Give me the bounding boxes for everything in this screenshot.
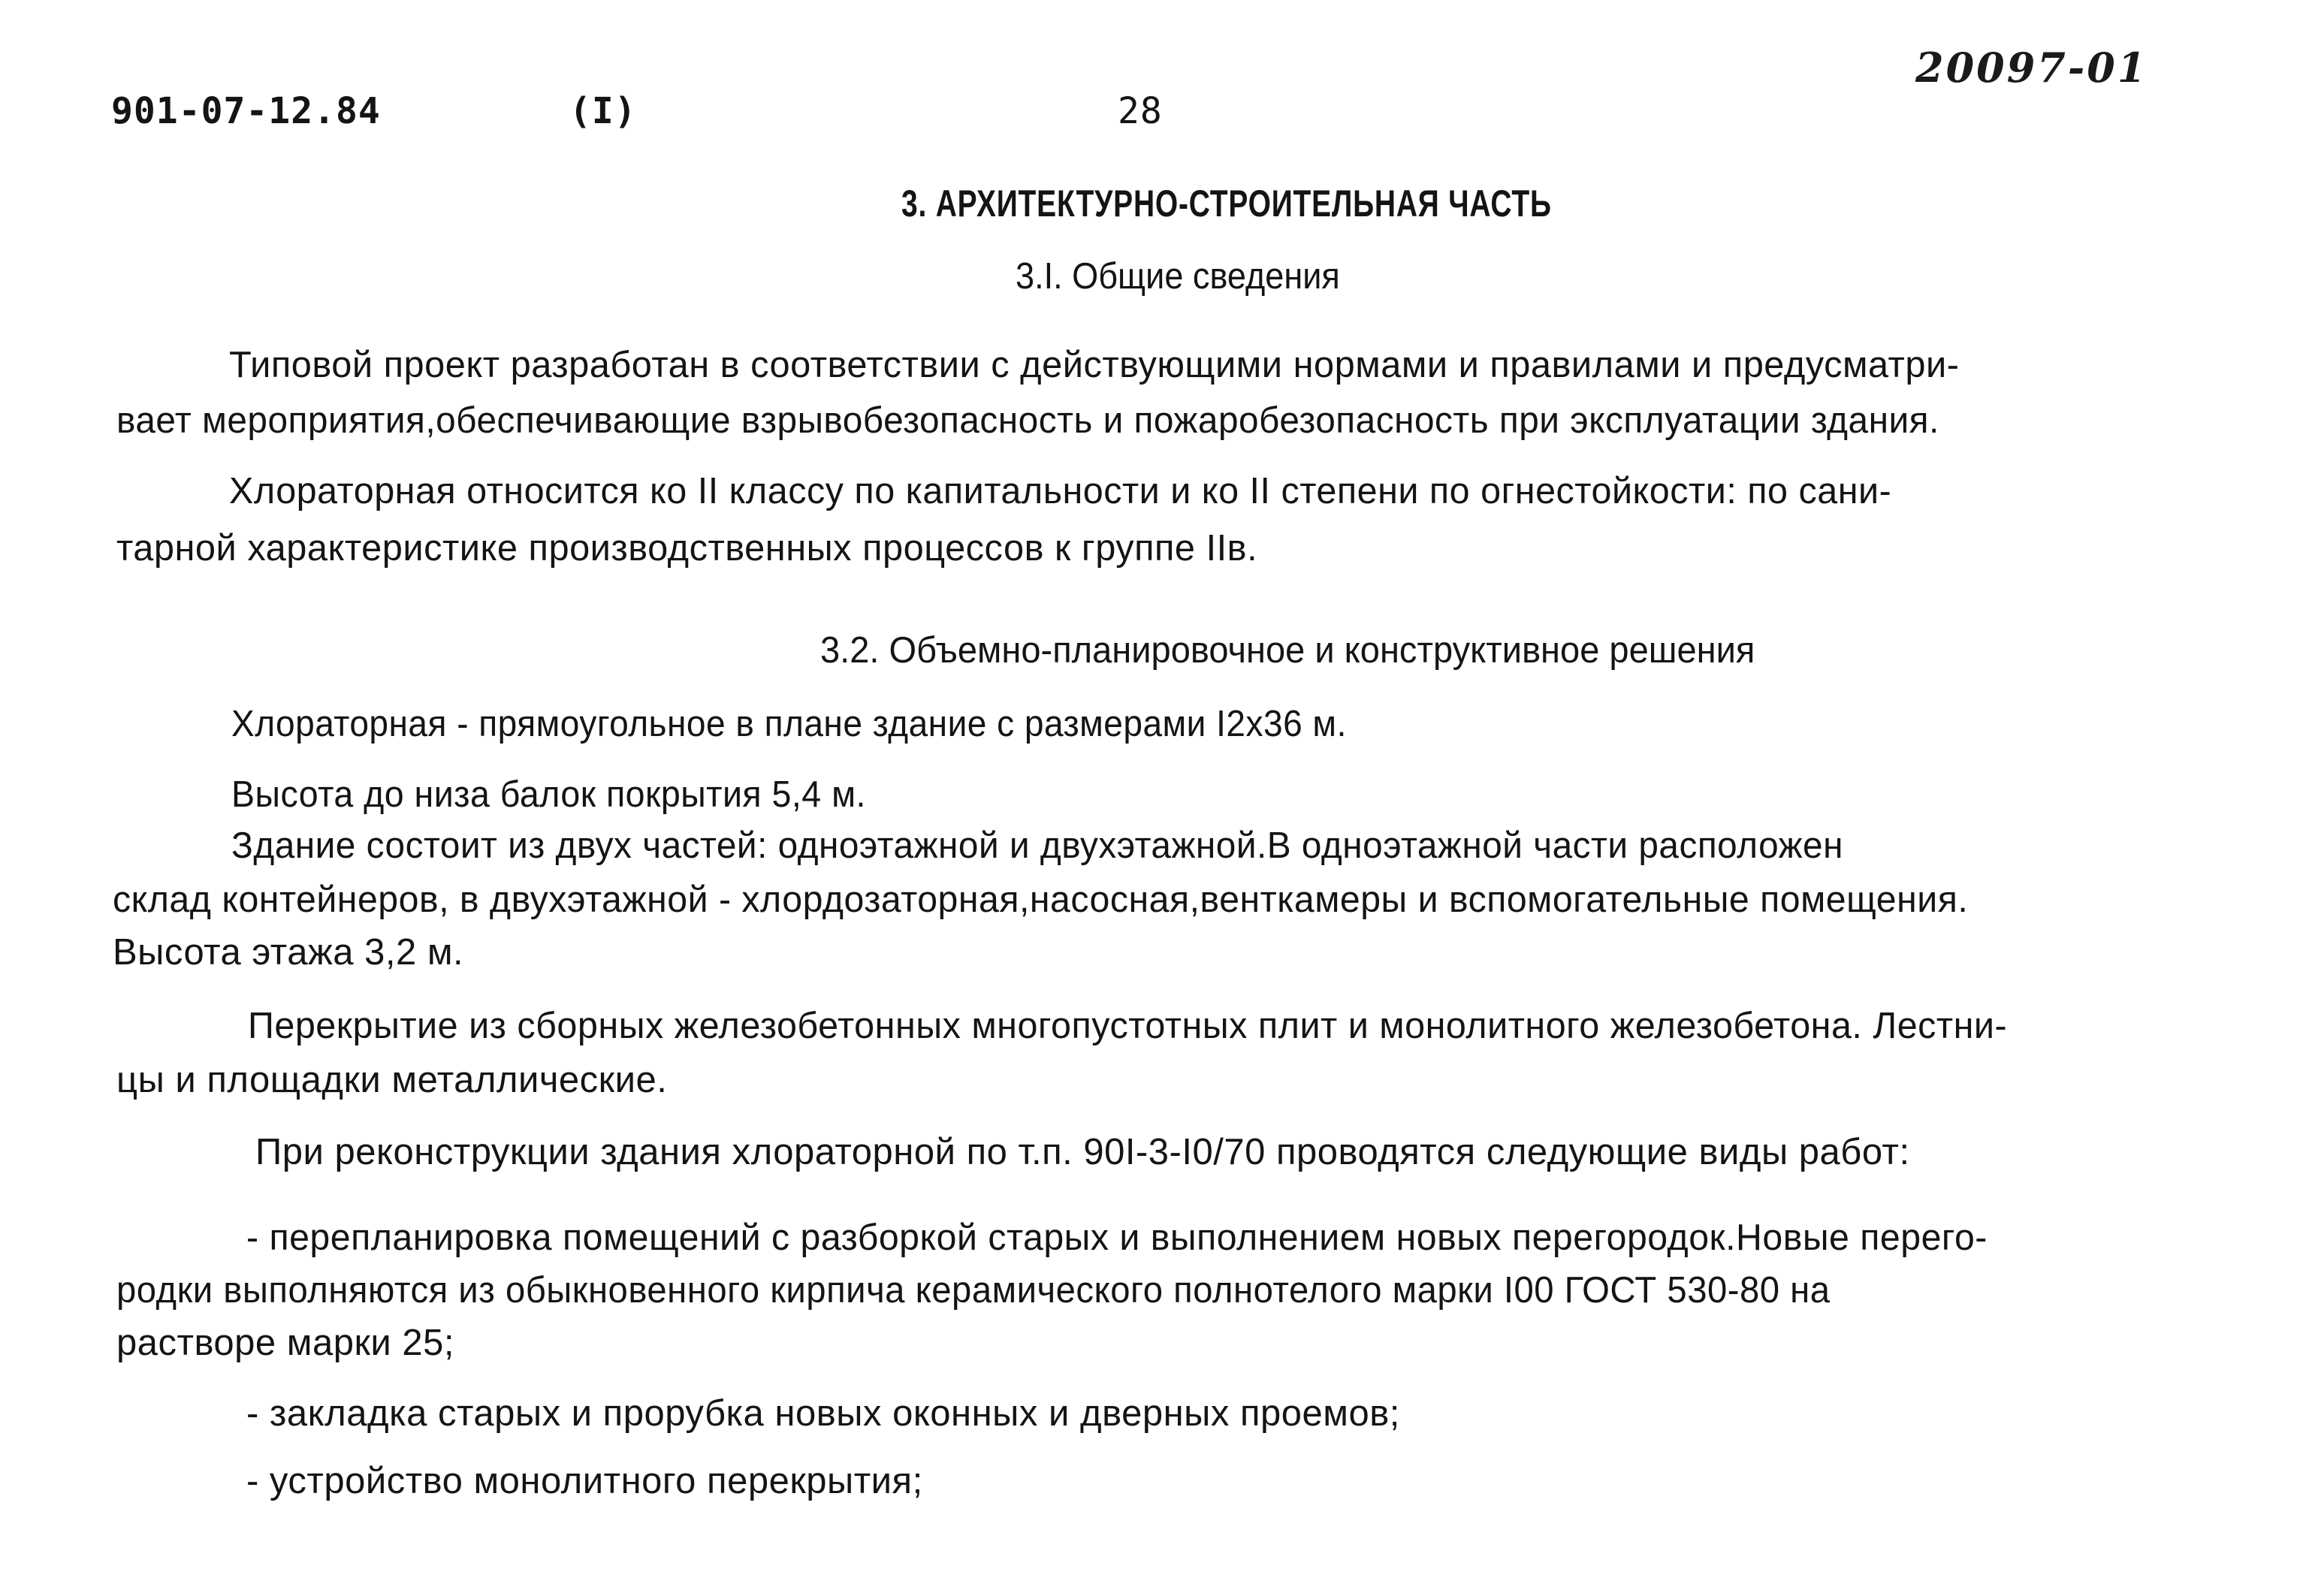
list-item: - устройство монолитного перекрытия; [246,1461,923,1501]
doc-code: 901-07-12.84 [111,90,381,132]
paragraph-line: Здание состоит из двух частей: одноэтажной и двухэтажной.В одноэтажной части расположен [231,825,1843,866]
paragraph-line: вает мероприятия,обеспечивающие взрывобезопасность и пожаробезопасность при эксплуатации здания. [116,400,1939,441]
paragraph-line: Перекрытие из сборных железобетонных многопустотных плит и монолитного железобетона. Лестни- [248,1006,2008,1046]
part-number: (I) [569,90,637,132]
paragraph-line: тарной характеристике производственных процессов к группе IIв. [116,528,1258,569]
paragraph-line: Хлораторная - прямоугольное в плане здание с размерами I2х36 м. [231,704,1347,744]
page-number: 28 [1118,90,1163,132]
paragraph-line: Хлораторная относится ко II классу по капитальности и ко II степени по огнестойкости: по сани- [229,471,1892,511]
paragraph-line: Типовой проект разработан в соответствии с действующими нормами и правилами и предусматри- [229,345,1960,385]
list-item-continuation: растворе марки 25; [116,1323,455,1363]
paragraph-line: цы и площадки металлические. [116,1060,668,1100]
paragraph-line: Высота до низа балок покрытия 5,4 м. [231,774,866,815]
paragraph-line: склад контейнеров, в двухэтажной - хлордозаторная,насосная,венткамеры и вспомогательные помещения. [113,879,1969,920]
list-item: - перепланировка помещений с разборкой старых и выполнением новых перегородок.Новые перего- [246,1217,1988,1258]
paragraph-line: При реконструкции здания хлораторной по т.п. 90I-3-I0/70 проводятся следующие виды работ: [255,1132,1910,1172]
section-title: 3. АРХИТЕКТУРНО-СТРОИТЕЛЬНАЯ ЧАСТЬ [901,183,1552,225]
list-item-continuation: родки выполняются из обыкновенного кирпича керамического полнотелого марки I00 ГОСТ 530-80 на [116,1270,1831,1311]
subsection-3-2-title: 3.2. Объемно-планировочное и конструктивное решения [820,630,1755,671]
list-item: - закладка старых и прорубка новых оконных и дверных проемов; [246,1393,1400,1434]
paragraph-line: Высота этажа 3,2 м. [113,932,464,973]
subsection-3-1-title: 3.I. Общие сведения [1016,256,1340,297]
handwritten-code: 20097-01 [1915,44,2148,92]
